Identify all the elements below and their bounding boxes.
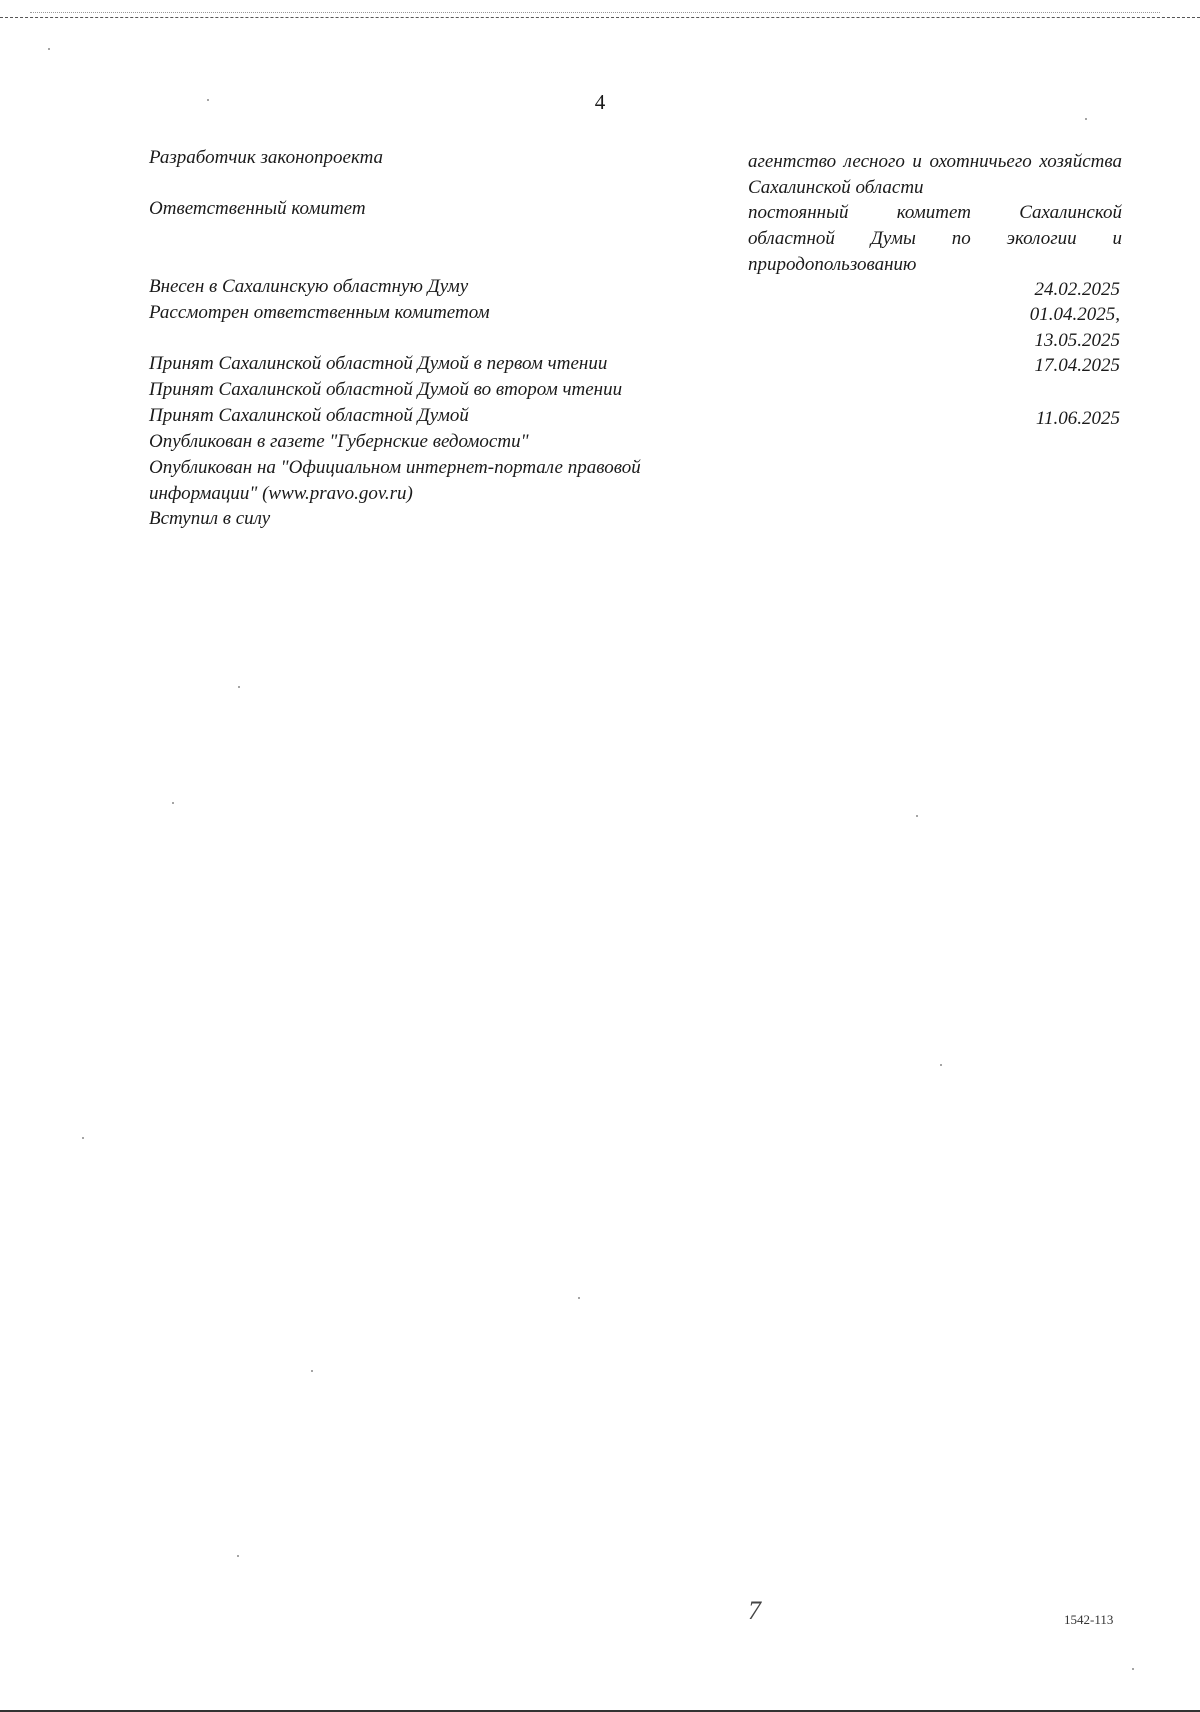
committee-label: Ответственный комитет [149,198,366,219]
first-reading-date: 17.04.2025 [1034,355,1120,376]
scan-speck [1132,1668,1134,1670]
scan-speck [172,802,174,804]
document-code: 1542-113 [1064,1612,1114,1627]
scan-speck [311,1370,313,1372]
committee-value: постоянный комитет Сахалинской областной Думы по экологии и природопользованию [748,202,1122,275]
in-force-label: Вступил в силу [149,508,271,529]
submitted-date: 24.02.2025 [1034,279,1120,300]
developer-label: Разработчик законопроекта [149,147,384,168]
scan-speck [1085,118,1087,120]
reviewed-date-2: 13.05.2025 [1034,330,1120,351]
handwritten-mark: 7 [748,1596,761,1625]
scan-speck [237,1555,239,1557]
page-number: 4 [594,90,606,114]
submitted-label: Внесен в Сахалинскую областную Думу [149,276,469,297]
published-portal-label-line1: Опубликован на "Официальном интернет-портале правовой [149,457,641,478]
scan-speck [238,686,240,688]
scan-speck [207,99,209,101]
scan-speck [940,1064,942,1066]
reviewed-label: Рассмотрен ответственным комитетом [149,302,490,323]
scan-speck [48,48,50,50]
published-portal-label-line2: информации" (www.pravo.gov.ru) [149,483,413,504]
first-reading-label: Принят Сахалинской областной Думой в первом чтении [149,353,608,374]
developer-value: агентство лесного и охотничьего хозяйства Сахалинской области [748,151,1122,198]
scan-artifact-line [0,17,1200,19]
second-reading-label: Принят Сахалинской областной Думой во втором чтении [149,379,623,400]
scan-artifact-line [30,12,1160,14]
adopted-date: 11.06.2025 [1035,408,1120,429]
reviewed-date-1: 01.04.2025, [1029,304,1120,325]
adopted-label: Принят Сахалинской областной Думой [149,405,469,426]
published-newspaper-label: Опубликован в газете "Губернские ведомости" [149,431,529,452]
scan-speck [82,1137,84,1139]
scan-speck [916,815,918,817]
scan-speck [578,1297,580,1299]
